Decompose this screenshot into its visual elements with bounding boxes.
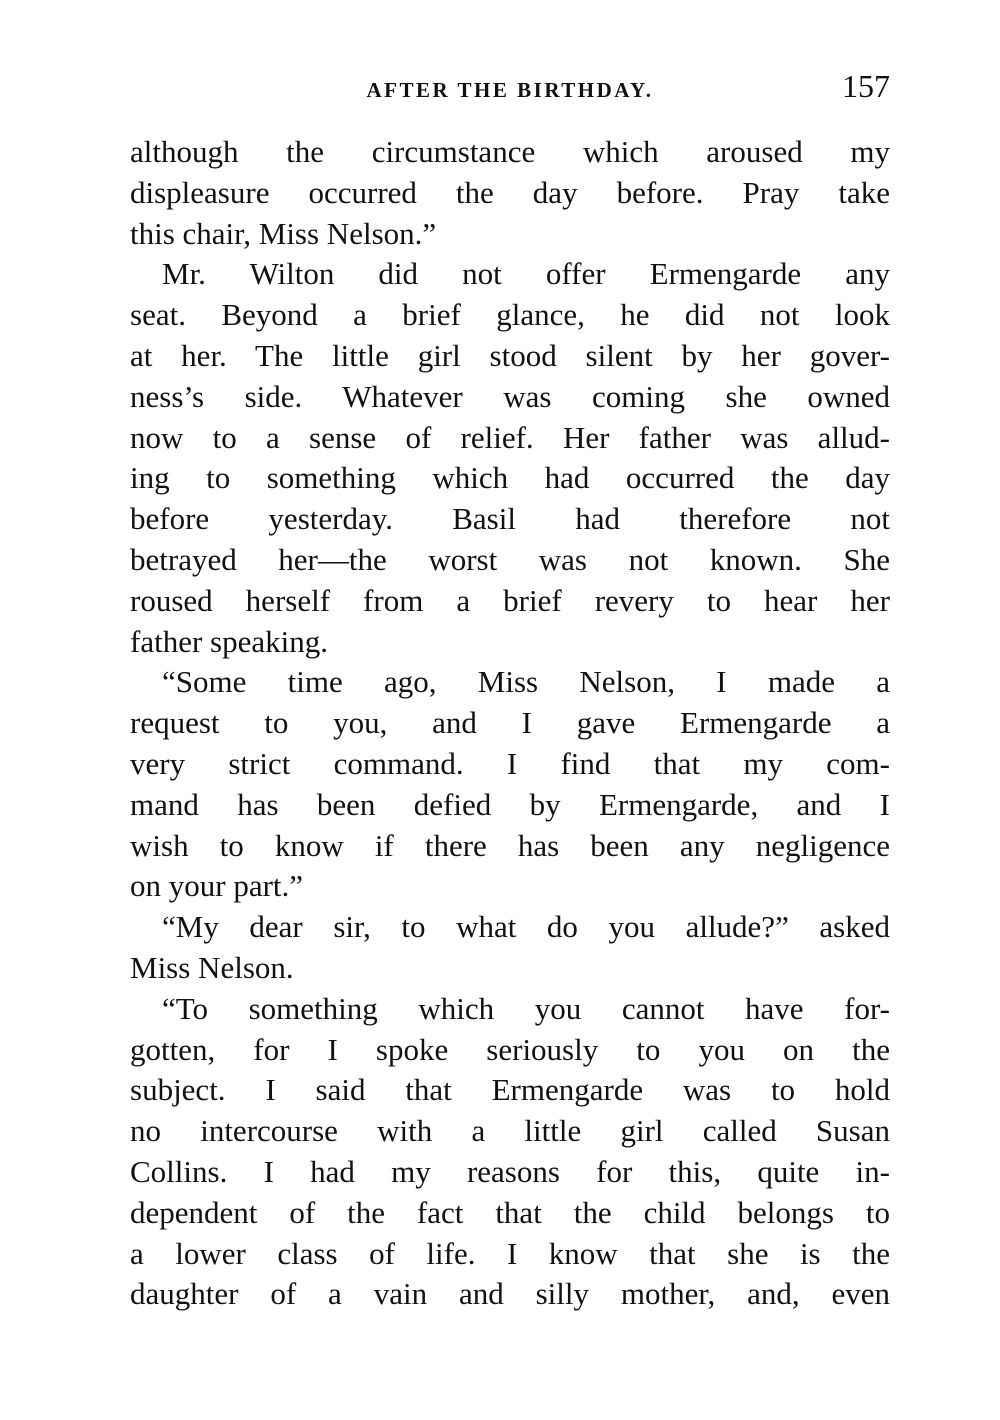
text-line: betrayed her—the worst was not known. She xyxy=(130,541,890,577)
text-line: roused herself from a brief revery to hear her xyxy=(130,582,890,618)
running-head xyxy=(130,68,890,108)
text-line: very strict command. I find that my com- xyxy=(130,745,890,781)
text-line: ing to something which had occurred the day xyxy=(130,460,890,496)
text-line: seat. Beyond a brief glance, he did not look xyxy=(130,297,890,333)
text-line: now to a sense of relief. Her father was allud- xyxy=(130,419,890,455)
text-line: displeasure occurred the day before. Pray take xyxy=(130,174,890,210)
text-line: wish to know if there has been any negligence xyxy=(130,827,890,863)
text-line: father speaking. xyxy=(130,623,328,659)
text-line: “Some time ago, Miss Nelson, I made a xyxy=(162,664,890,700)
page-number: 157 xyxy=(842,68,890,104)
text-line: “My dear sir, to what do you allude?” asked xyxy=(162,909,890,945)
text-line: gotten, for I spoke seriously to you on the xyxy=(130,1031,890,1067)
running-title: AFTER THE BIRTHDAY. xyxy=(366,78,654,102)
text-line: daughter of a vain and silly mother, and, even xyxy=(130,1276,890,1312)
text-line: Miss Nelson. xyxy=(130,949,294,985)
text-line: dependent of the fact that the child belongs to xyxy=(130,1194,890,1230)
text-line: request to you, and I gave Ermengarde a xyxy=(130,705,890,741)
text-line: Collins. I had my reasons for this, quite in- xyxy=(130,1153,890,1189)
text-line: ness’s side. Whatever was coming she owned xyxy=(130,378,890,414)
text-line: no intercourse with a little girl called Susan xyxy=(130,1113,890,1149)
text-line: Mr. Wilton did not offer Ermengarde any xyxy=(162,256,890,292)
text-line: at her. The little girl stood silent by her gover- xyxy=(130,337,890,373)
text-line: on your part.” xyxy=(130,868,304,904)
text-line: subject. I said that Ermengarde was to hold xyxy=(130,1072,890,1108)
text-line: although the circumstance which aroused my xyxy=(130,134,890,169)
text-line: “To something which you cannot have for- xyxy=(162,990,890,1026)
text-line: a lower class of life. I know that she is the xyxy=(130,1235,890,1271)
text-line: before yesterday. Basil had therefore not xyxy=(130,501,890,537)
body-text xyxy=(130,132,890,1315)
text-line: mand has been defied by Ermengarde, and I xyxy=(130,786,890,822)
text-line: this chair, Miss Nelson.” xyxy=(130,215,437,251)
